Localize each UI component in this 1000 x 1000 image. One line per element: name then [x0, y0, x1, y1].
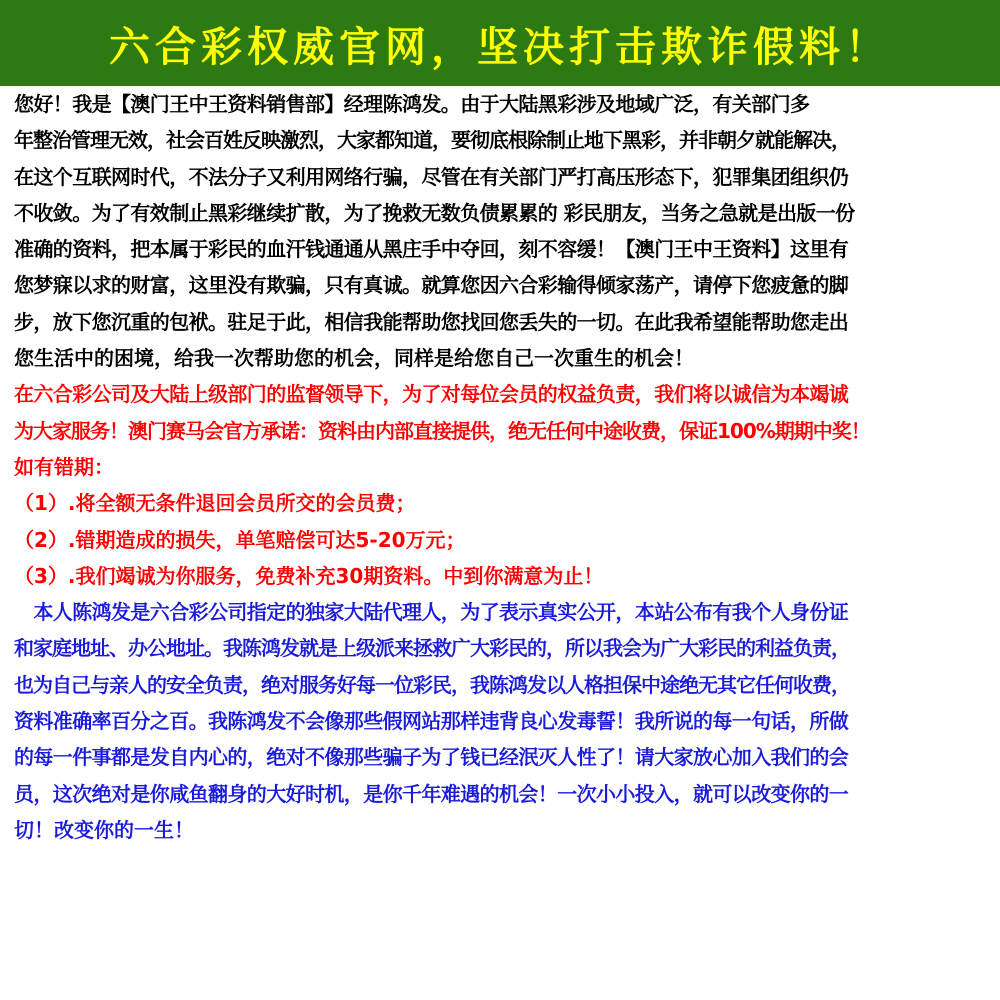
text-line: 员，这次绝对是你咸鱼翻身的大好时机，是你千年难遇的机会！一次小小投入，就可以改变你的一 [14, 781, 849, 806]
text-line: 资料准确率百分之百。我陈鸿发不会像那些假网站那样违背良心发毒誓！我所说的每一句话，所做 [14, 709, 849, 734]
text-line: 准确的资料，把本属于彩民的血汗钱通通从黑庄手中夺回，刻不容缓！【澳门王中王资料】这里有 [14, 237, 849, 262]
list-item: （3）.我们竭诚为你服务，免费补充30期资料。中到你满意为止！ [14, 563, 604, 588]
text-line: 本人陈鸿发是六合彩公司指定的独家大陆代理人，为了表示真实公开，本站公布有我个人身份证 [14, 600, 849, 625]
text-line: 也为自己与亲人的安全负责，绝对服务好每一位彩民，我陈鸿发以人格担保中途绝无其它任何收费， [14, 672, 850, 697]
intro-paragraph [14, 86, 988, 376]
text-line: 您生活中的困境，给我一次帮助您的机会，同样是给您自己一次重生的机会！ [14, 346, 694, 371]
text-line: 您好！我是【澳门王中王资料销售部】经理陈鸿发。由于大陆黑彩涉及地域广泛，有关部门多 [14, 92, 810, 116]
article-body [0, 86, 1000, 848]
banner-title: 六合彩权威官网，坚决打击欺诈假料！ [109, 22, 891, 71]
text-line: 在六合彩公司及大陆上级部门的监督领导下，为了对每位会员的权益负责，我们将以诚信为本竭诚 [14, 382, 849, 407]
text-line: 在这个互联网时代，不法分子又利用网络行骗，尽管在有关部门严打高压形态下，犯罪集团组织仍 [14, 164, 849, 189]
text-line: 为大家服务！澳门赛马会官方承诺：资料由内部直接提供，绝无任何中途收费，保证100%期期中奖！ [14, 418, 870, 443]
header-banner [0, 0, 1000, 86]
text-line: 切！改变你的一生！ [14, 817, 194, 842]
promise-paragraph [14, 376, 988, 594]
text-line: 步，放下您沉重的包袱。驻足于此，相信我能帮助您找回您丢失的一切。在此我希望能帮助您走出 [14, 309, 849, 334]
text-line: 不收敛。为了有效制止黑彩继续扩散，为了挽救无数负债累累的 彩民朋友，当务之急就是出版一份 [14, 200, 855, 225]
text-line: 年整治管理无效，社会百姓反映激烈，大家都知道，要彻底根除制止地下黑彩，并非朝夕就能解决， [14, 128, 850, 153]
text-line: 的每一件事都是发自内心的，绝对不像那些骗子为了钱已经泯灭人性了！请大家放心加入我们的会 [14, 745, 849, 770]
text-line: 您梦寐以求的财富，这里没有欺骗，只有真诚。就算您因六合彩输得倾家荡产，请停下您疲惫的脚 [14, 273, 849, 298]
list-item: （1）.将全额无条件退回会员所交的会员费； [14, 491, 416, 516]
list-item: （2）.错期造成的损失，单笔赔偿可达5-20万元； [14, 527, 466, 552]
text-line: 如有错期： [14, 454, 114, 479]
closing-paragraph [14, 594, 988, 848]
text-line: 和家庭地址、办公地址。我陈鸿发就是上级派来拯救广大彩民的，所以我会为广大彩民的利益负责， [14, 636, 850, 661]
